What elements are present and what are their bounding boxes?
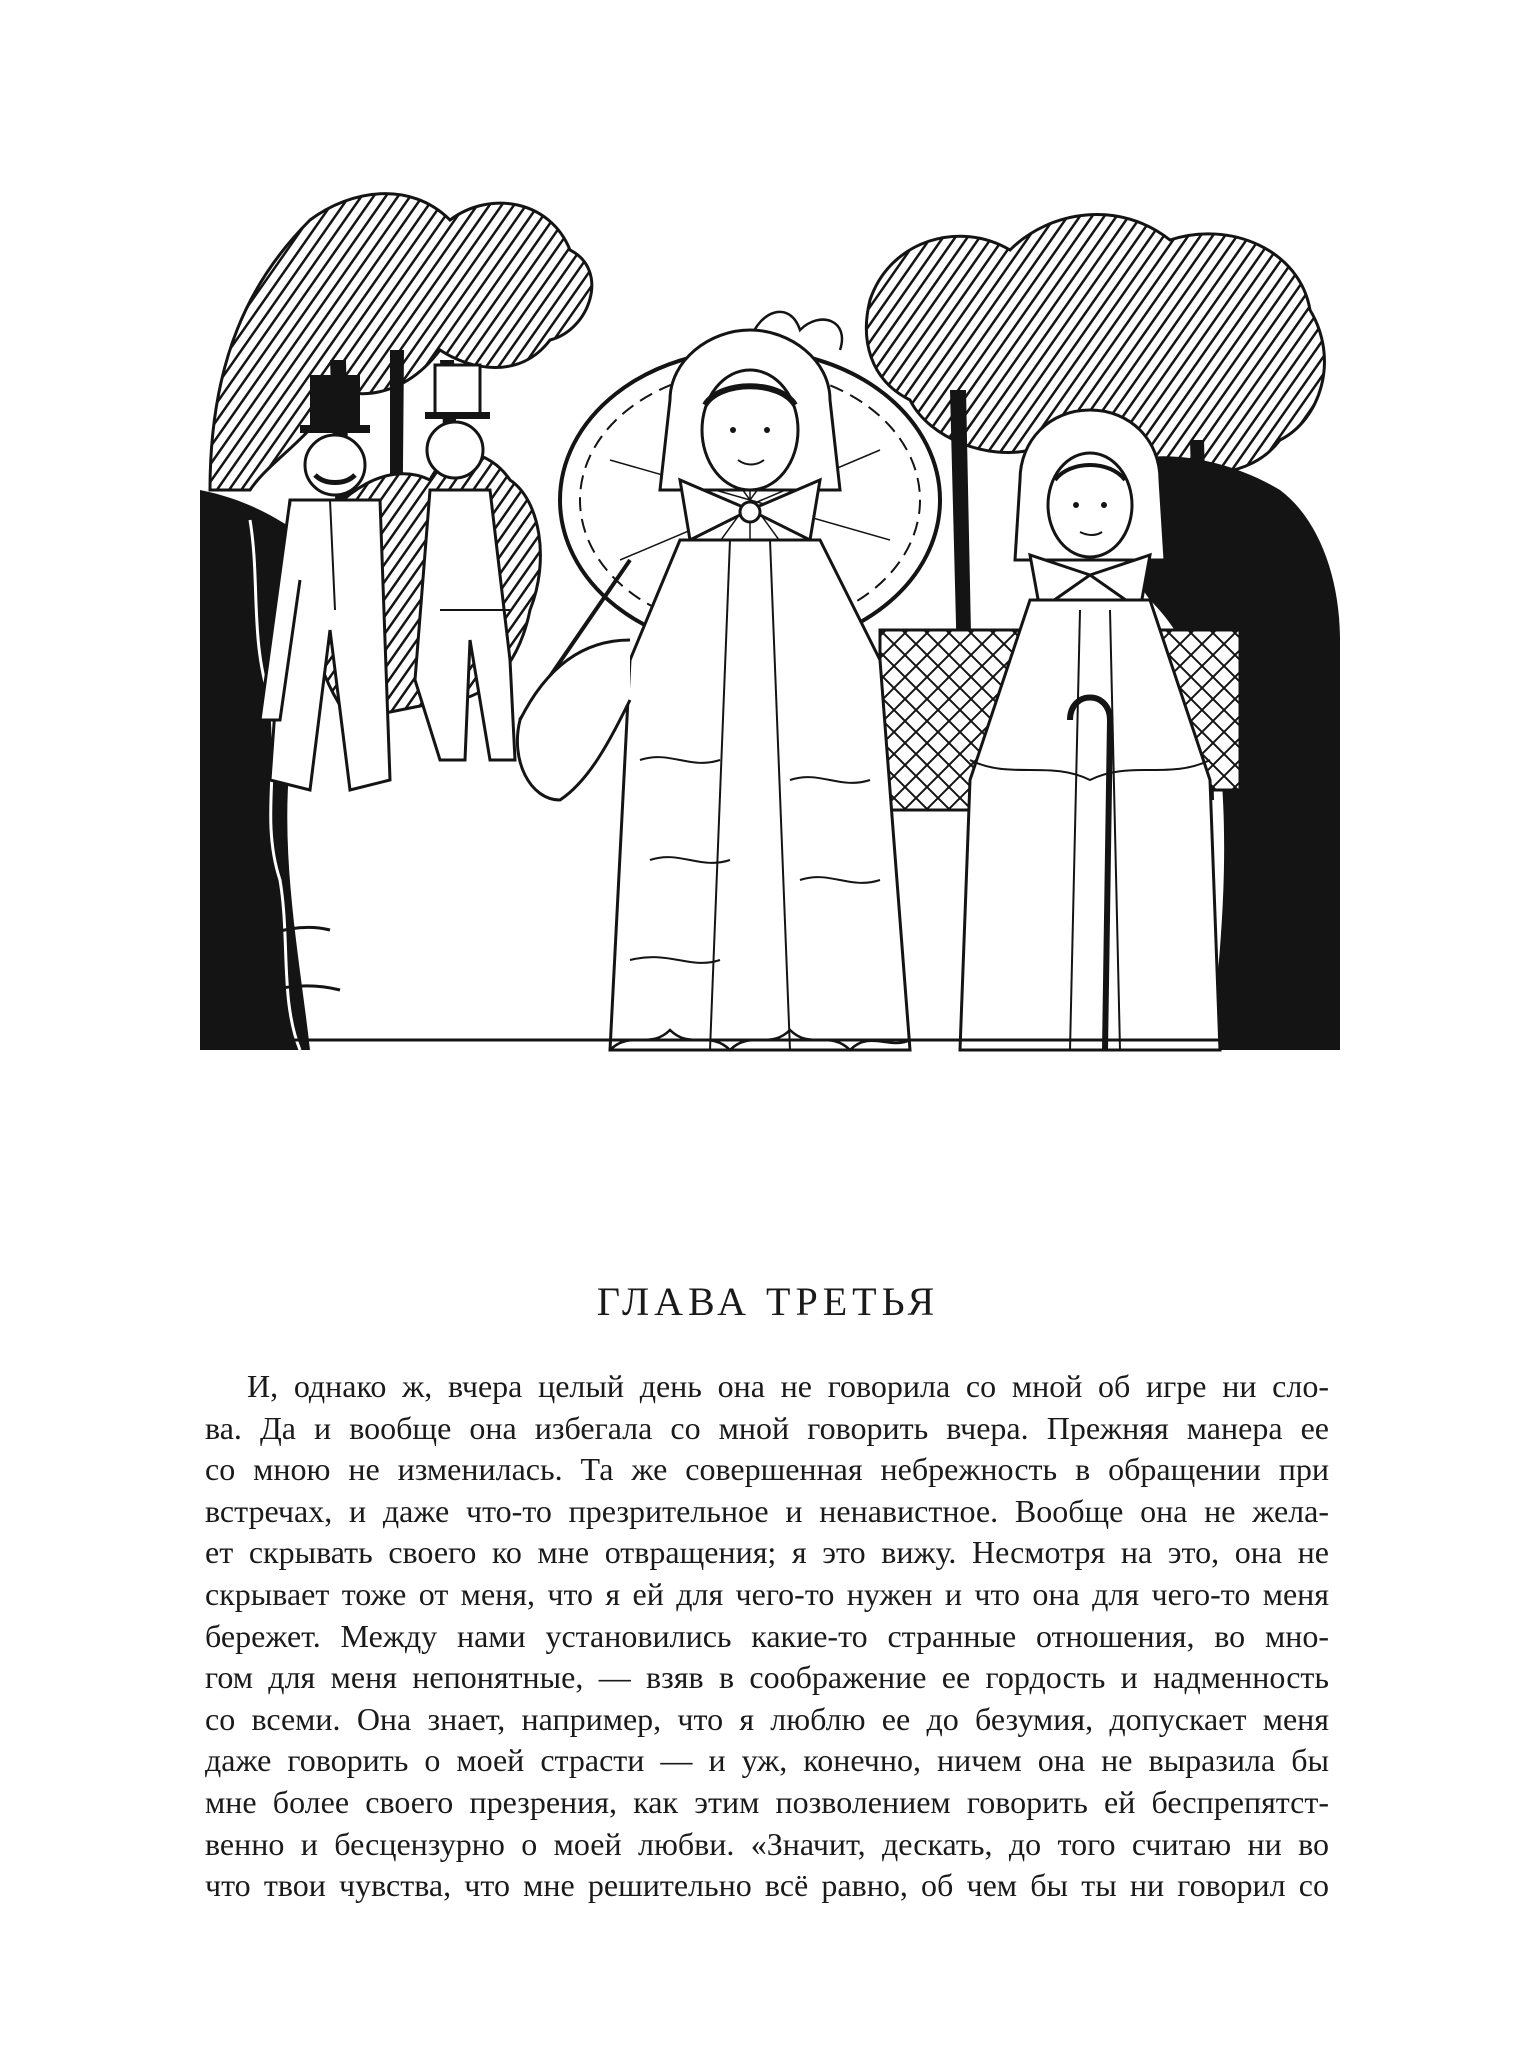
text-line: что твои чувства, что мне решительно всё равно, об чем бы ты ни говорил со — [205, 1867, 1329, 1904]
chapter-title: ГЛАВА ТРЕТЬЯ — [596, 1279, 940, 1324]
text-line: венно и бесцензурно о моей любви. «Значит, дескать, до того считаю ни во — [205, 1825, 1329, 1862]
text-line: ва. Да и вообще она избегала со мной говорить вчера. Прежняя манера ее — [205, 1409, 1329, 1446]
text-line: со всеми. Она знает, например, что я люблю ее до безумия, допускает меня — [205, 1700, 1329, 1737]
park-scene-illustration — [190, 160, 1350, 1060]
text-line: даже говорить о моей страсти — и уж, конечно, ничем она не выразила бы — [205, 1742, 1329, 1779]
chapter-body-text — [205, 1366, 1329, 1907]
text-line: встречах, и даже что-то презрительное и ненавистное. Вообще она не жела- — [205, 1492, 1329, 1529]
text-line: со мною не изменилась. Та же совершенная небрежность в обращении при — [205, 1451, 1329, 1488]
text-line: И, однако ж, вчера целый день она не говорила со мной об игре ни сло- — [247, 1368, 1329, 1404]
text-line: мне более своего презрения, как этим позволением говорить ей беспрепятст- — [205, 1783, 1329, 1820]
text-line: бережет. Между нами установились какие-то странные отношения, во мно- — [205, 1617, 1329, 1654]
text-line: гом для меня непонятные, — взяв в соображение ее гордость и надменность — [205, 1659, 1329, 1696]
text-line: ет скрывать своего ко мне отвращения; я это вижу. Несмотря на это, она не — [205, 1534, 1329, 1571]
text-line: скрывает тоже от меня, что я ей для чего-то нужен и что она для чего-то меня — [205, 1575, 1329, 1612]
chapter-illustration — [190, 160, 1350, 1060]
